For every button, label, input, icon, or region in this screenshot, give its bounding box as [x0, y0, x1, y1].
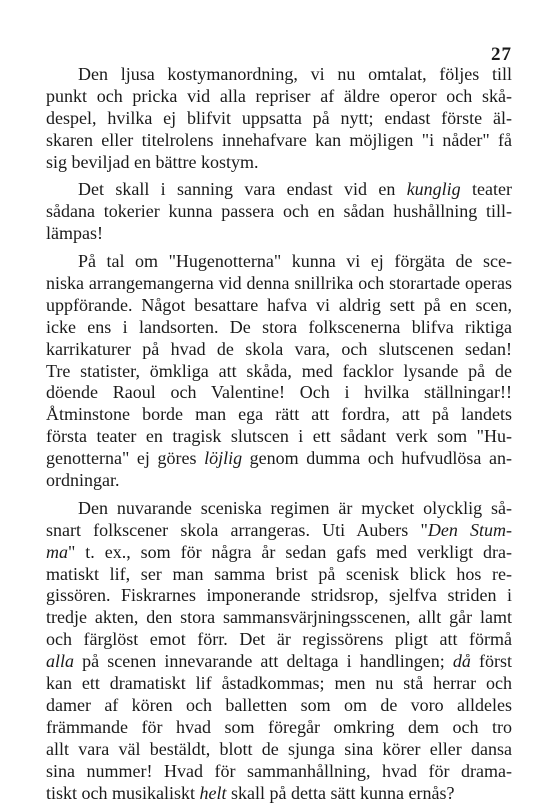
text-line: främmande för hvad som föregår omkring dem och tro	[46, 716, 512, 737]
text-line: damer af kören och balletten som om de voro alldeles	[46, 694, 512, 715]
text-line: sina nummer! Hvad för sammanhållning, hvad för drama-	[46, 760, 512, 781]
text-line: ma" t. ex., som för några år sedan gafs med verkligt dra-	[46, 541, 512, 562]
text-line: tiskt och musikaliskt helt skall på detta sätt kunna ernås?	[46, 782, 455, 803]
emphasized-text: kunglig	[406, 179, 461, 200]
page-number: 27	[491, 44, 512, 65]
text-line: skaren eller titelrolens innehafvare kan möjligen "i nåder" få	[46, 129, 512, 150]
text-line: matiskt lif, ser man samma brist på scenisk blick hos re-	[46, 563, 512, 584]
text-line: kan ett dramatiskt lif åstadkommas; men nu stå herrar och	[46, 673, 512, 694]
text-line: allt vara väl bestäldt, blott de sjunga sina körer eller dansa	[46, 738, 512, 759]
emphasized-text: helt	[199, 782, 227, 803]
text-line: sådana tokerier kunna passera och en sådan hushållning till-	[46, 201, 512, 222]
text-line: första teater en tragisk slutscen i ett sådant verk som "Hu-	[46, 426, 512, 447]
emphasized-text: då	[452, 651, 471, 672]
text-line: På tal om "Hugenotterna" kunna vi ej förgäta de sce-	[78, 251, 512, 272]
text-line: uppförande. Något besattare hafva vi aldrig sett på en scen,	[46, 294, 512, 315]
text-line: lämpas!	[46, 223, 103, 244]
text-line: sig beviljad en bättre kostym.	[46, 151, 259, 172]
text-line: gissören. Fiskrarnes imponerande stridsrop, sjelfva striden i	[46, 585, 512, 606]
text-line: Den ljusa kostymanordning, vi nu omtalat, följes till	[78, 64, 512, 84]
text-line: Det skall i sanning vara endast vid en kunglig teater	[78, 179, 512, 200]
text-line: icke ens i landsorten. De stora folkscenerna blifva riktiga	[46, 316, 512, 337]
emphasized-text: ma	[46, 541, 68, 562]
paragraph	[46, 498, 512, 804]
text-line: genotterna" ej göres löjlig genom dumma och hufvudlösa an-	[46, 448, 512, 469]
body-text	[46, 64, 512, 804]
text-line: snart folkscener skola arrangeras. Uti Aubers "Den Stum-	[46, 519, 513, 540]
paragraph	[46, 179, 512, 245]
text-line: niska arrangemangerna vid denna snillrika och storartade operas	[46, 273, 512, 294]
text-line: Åtminstone borde man ega rätt att fordra, att på landets	[46, 404, 512, 425]
emphasized-text: alla	[46, 651, 75, 672]
emphasized-text: löjlig	[204, 448, 243, 469]
text-line: döende Raoul och Valentine! Och i hvilka ställningar!!	[46, 382, 512, 403]
text-line: tredje akten, den stora sammansvärjningsscenen, allt går lamt	[46, 607, 512, 628]
text-line: och färglöst emot förr. Det är regissörens pligt att förmå	[46, 629, 512, 650]
text-line: punkt och pricka vid alla repriser af äldre operor och skå-	[46, 85, 512, 106]
text-line: alla på scenen innevarande att deltaga i handlingen; då först	[46, 651, 512, 672]
text-line: Tre statister, ömkliga att skåda, med facklor lysande på de	[46, 360, 512, 381]
text-line: karrikaturer på hvad de skola vara, och slutscenen sedan!	[46, 338, 512, 359]
text-line: ordningar.	[46, 470, 120, 491]
paragraph	[46, 64, 512, 173]
text-line: Den nuvarande sceniska regimen är mycket olycklig så-	[78, 497, 512, 518]
emphasized-text: Den Stum-	[427, 519, 513, 540]
text-line: despel, hvilka ej blifvit uppsatta på nytt; endast förste äl-	[46, 107, 512, 128]
paragraph	[46, 251, 512, 492]
